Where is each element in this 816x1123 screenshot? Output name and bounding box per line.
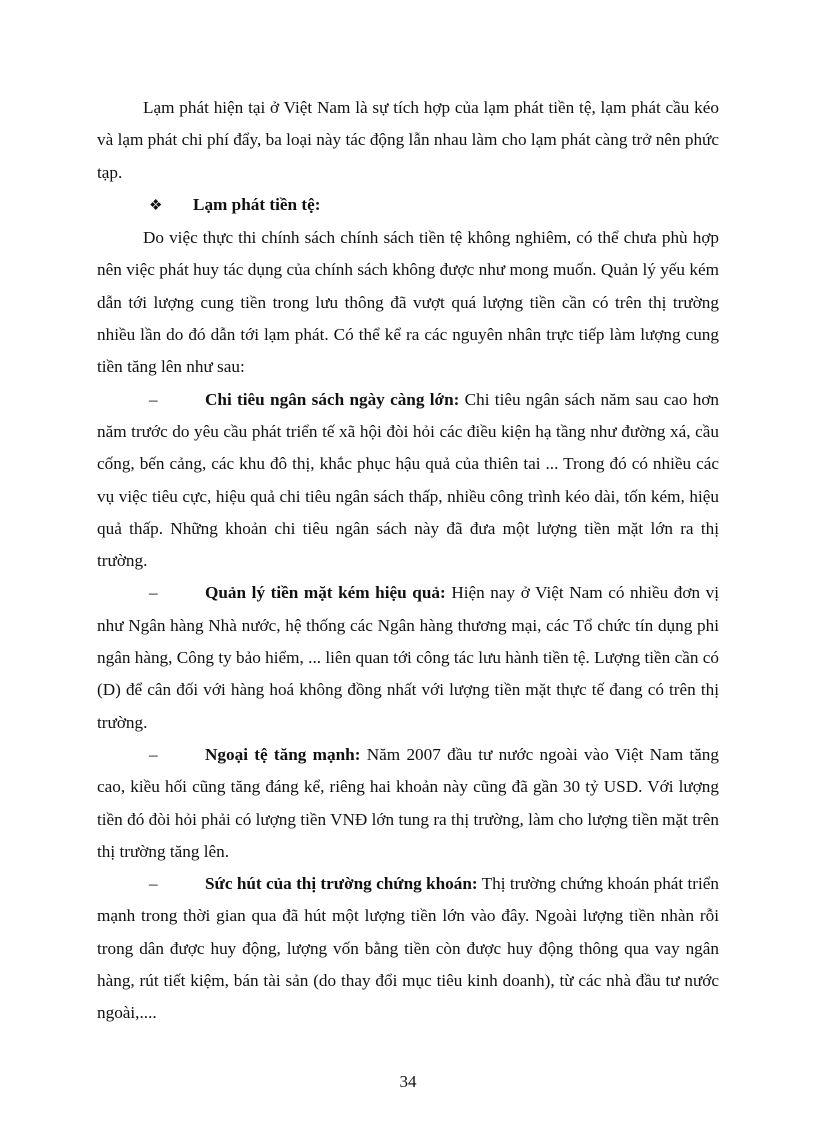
- list-item-text: Chi tiêu ngân sách năm sau cao hơn năm trước do yêu cầu phát triển tế xã hội đòi hỏi các điều kiện hạ tầng như đường xá, cầu cống, bến cảng, các khu đô thị, khắc phục hậu quả của thiên tai ... Trong đó có nhiều các vụ việc tiêu cực, hiệu quả chi tiêu ngân sách thấp, nhiều công trình kéo dài, tốn kém, hiệu quả thấp. Những khoản chi tiêu ngân sách này đã đưa một lượng tiền mặt lớn ra thị trường.: [97, 389, 720, 571]
- section-title: Lạm phát tiền tệ:: [193, 194, 321, 214]
- section-body-paragraph: Do việc thực thi chính sách chính sách tiền tệ không nghiêm, có thể chưa phù hợp nên việc phát huy tác dụng của chính sách không được như mong muốn. Quản lý yếu kém dẫn tới lượng cung tiền trong lưu thông đã vượt quá lượng tiền cần có trên thị trường nhiều lần do đó dẫn tới lạm phát. Có thể kể ra các nguyên nhân trực tiếp làm lượng cung tiền tăng lên như sau:: [97, 228, 719, 377]
- dash-bullet: –: [149, 744, 158, 764]
- dash-bullet: –: [149, 583, 158, 603]
- list-item-cash-management: [97, 577, 719, 738]
- list-item-title: Quản lý tiền mặt kém hiệu quả:: [205, 583, 446, 603]
- list-item-text: Thị trường chứng khoán phát triển mạnh trong thời gian qua đã hút một lượng tiền lớn vào đây. Ngoài lượng tiền nhàn rỗi trong dân được huy động, lượng vốn bằng tiền còn được huy động thông qua vay ngân hàng, rút tiết kiệm, bán tài sản (do thay đổi mục tiêu kinh doanh), từ các nhà đầu tư nước ngoài,....: [97, 874, 720, 1023]
- list-item-text: Năm 2007 đầu tư nước ngoài vào Việt Nam tăng cao, kiều hối cũng tăng đáng kể, riêng hai khoản này cũng đã gần 30 tỷ USD. Với lượng tiền đó đòi hỏi phải có lượng tiền VNĐ lớn tung ra thị trường, làm cho lượng tiền mặt trên thị trường tăng lên.: [97, 744, 719, 861]
- section-heading: [97, 189, 719, 222]
- list-item-title: Chi tiêu ngân sách ngày càng lớn:: [205, 389, 460, 409]
- dash-bullet: –: [149, 389, 158, 409]
- list-item-text: Hiện nay ở Việt Nam có nhiều đơn vị như Ngân hàng Nhà nước, hệ thống các Ngân hàng thương mại, các Tổ chức tín dụng phi ngân hàng, Công ty bảo hiểm, ... liên quan tới công tác lưu hành tiền tệ. Lượng tiền cần có (D) để cân đối với hàng hoá không đồng nhất với lượng tiền mặt thực tế đang có trên thị trường.: [97, 583, 720, 732]
- intro-paragraph: Lạm phát hiện tại ở Việt Nam là sự tích hợp của lạm phát tiền tệ, lạm phát cầu kéo và lạm phát chi phí đẩy, ba loại này tác động lẫn nhau làm cho lạm phát càng trở nên phức tạp.: [97, 98, 719, 182]
- list-item-budget-spending: [97, 384, 719, 578]
- list-item-foreign-currency: [97, 739, 719, 868]
- page-number: 34: [399, 1072, 417, 1091]
- dash-bullet: –: [149, 874, 158, 894]
- document-page: [97, 92, 719, 1030]
- diamond-bullet-icon: ❖: [149, 197, 163, 214]
- list-item-stock-market: [97, 868, 719, 1029]
- list-item-title: Sức hút của thị trường chứng khoán:: [205, 874, 478, 894]
- list-item-title: Ngoại tệ tăng mạnh:: [205, 744, 361, 764]
